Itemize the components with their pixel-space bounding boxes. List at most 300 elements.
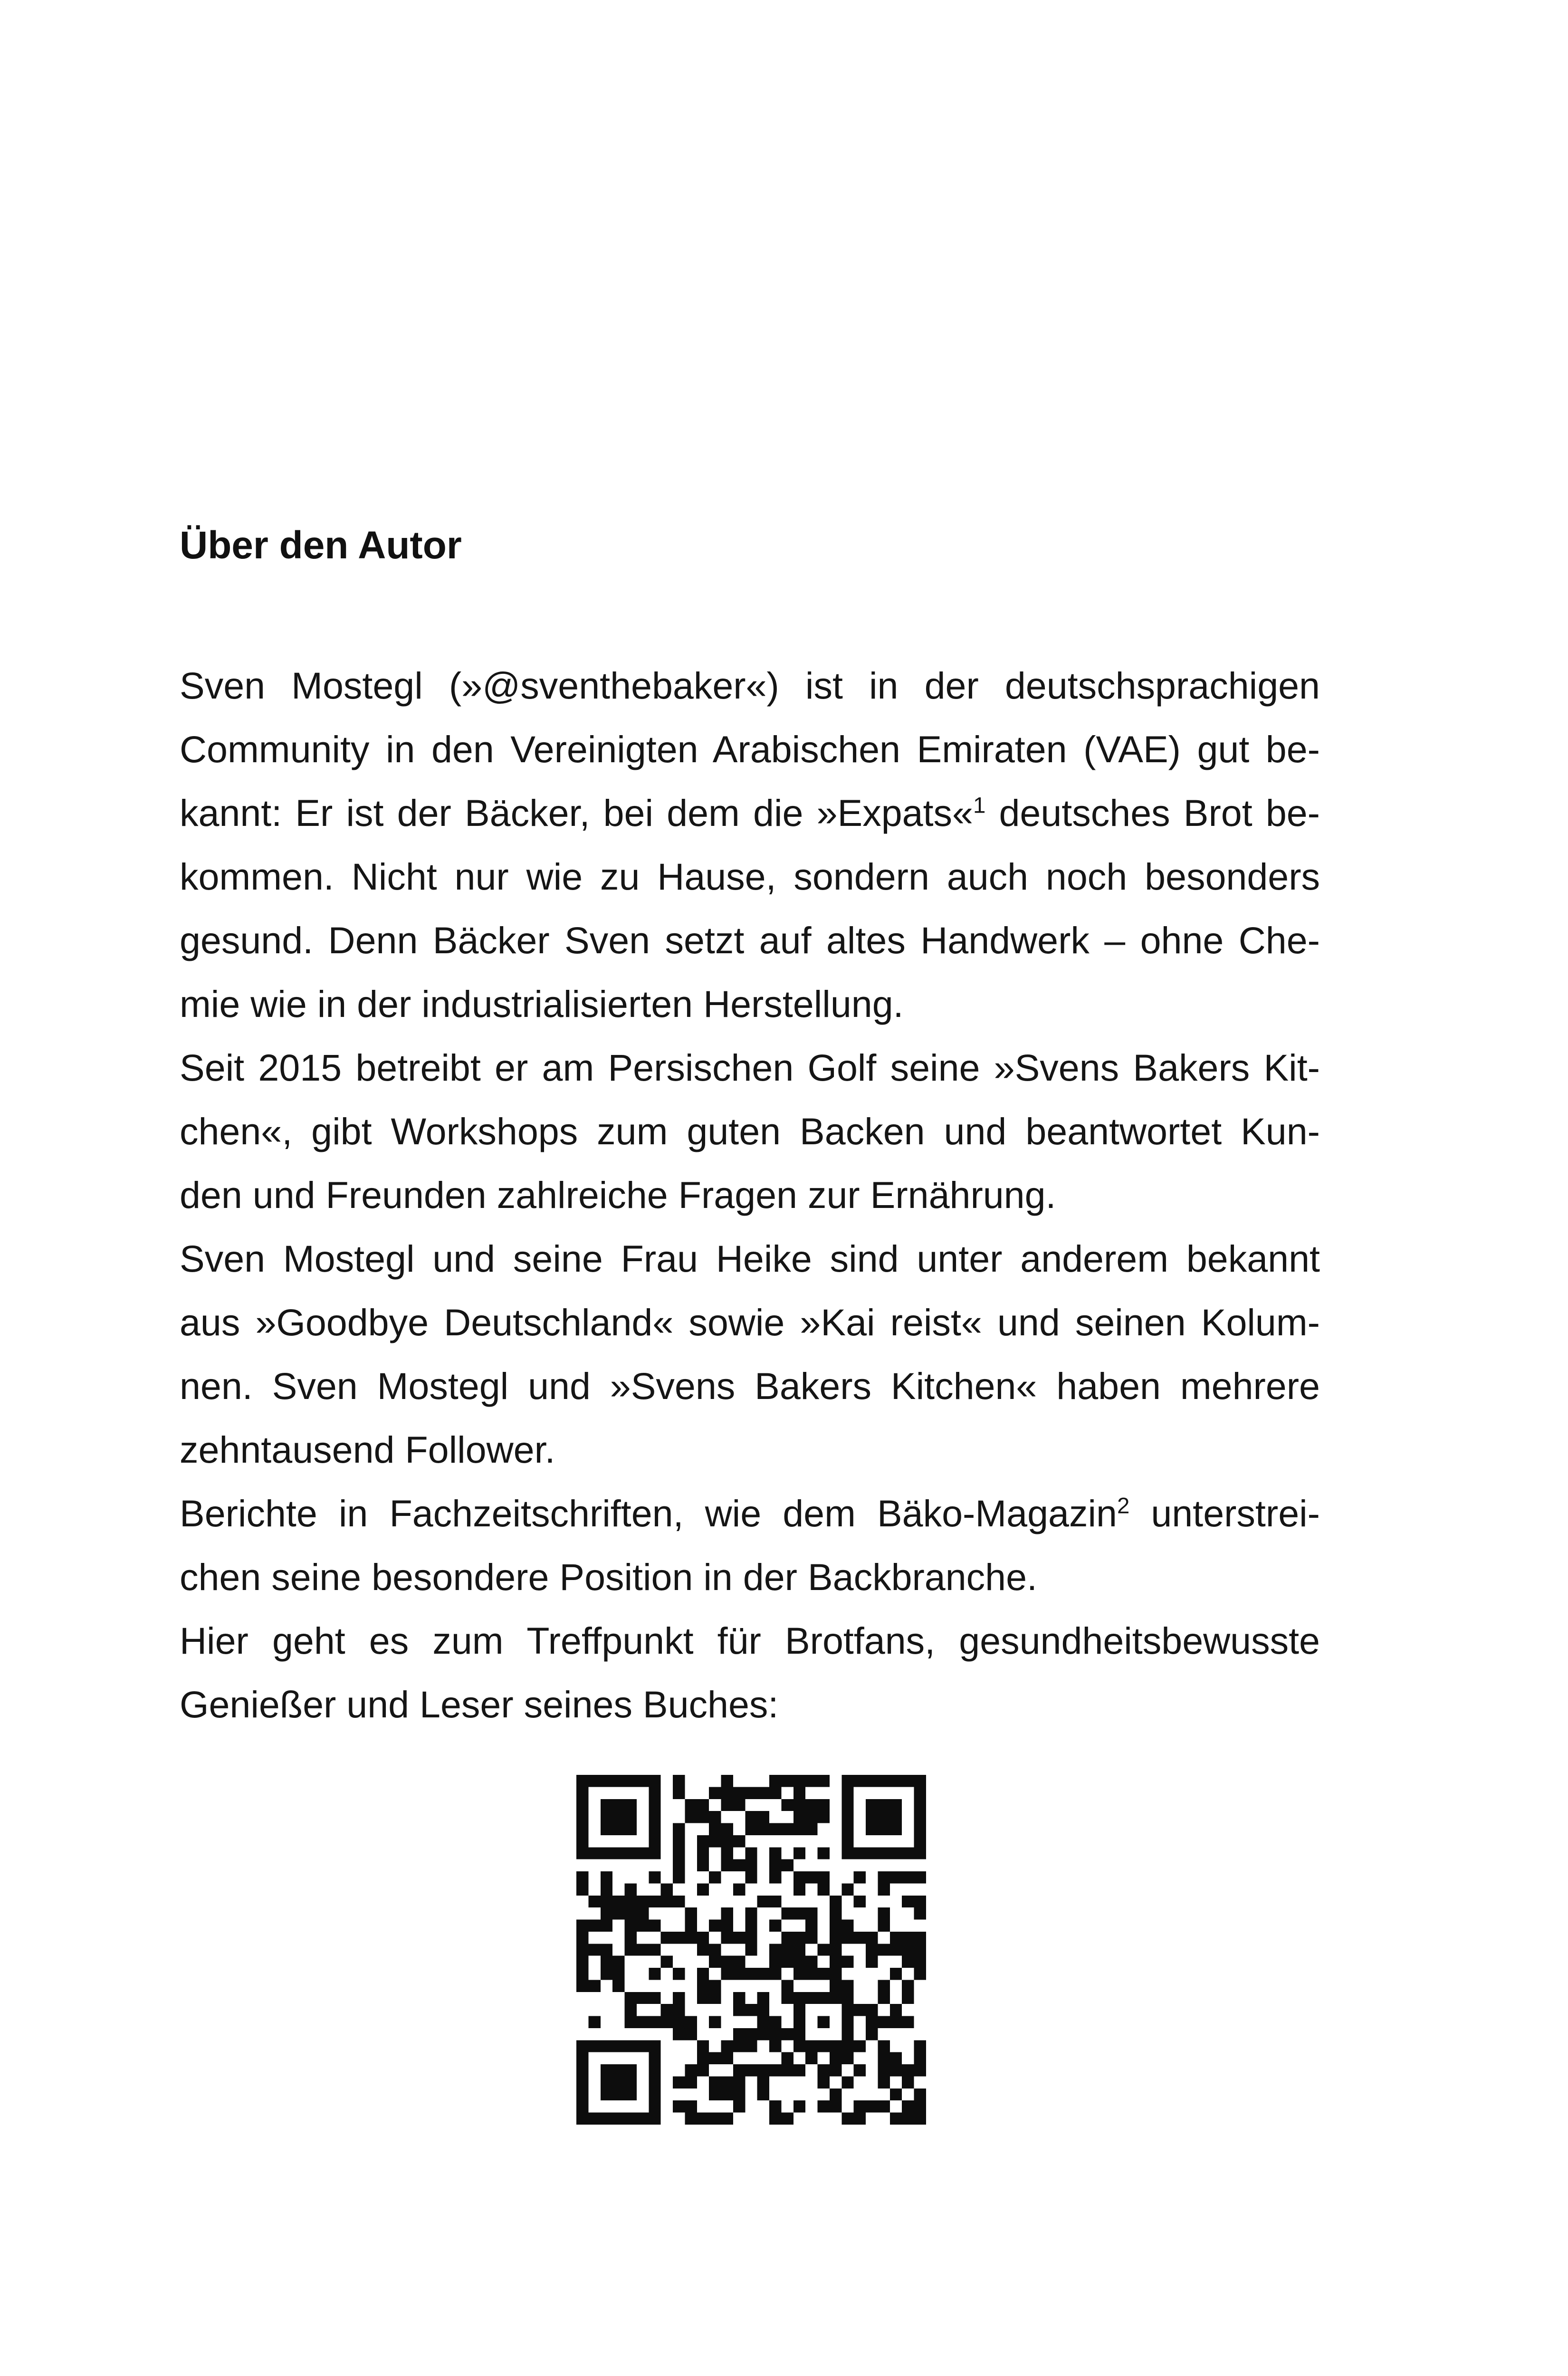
qr-module <box>576 1944 588 1955</box>
qr-module <box>769 1944 781 1955</box>
qr-module <box>721 1968 733 1980</box>
qr-module <box>649 2076 660 2088</box>
qr-module <box>830 2064 841 2076</box>
qr-module <box>890 1799 902 1811</box>
qr-module <box>902 1896 914 1907</box>
qr-module <box>697 2052 709 2064</box>
qr-module <box>830 1907 841 1919</box>
qr-module <box>794 1811 805 1823</box>
qr-module <box>625 1823 637 1835</box>
footnote-marker[interactable]: 2 <box>1117 1493 1130 1519</box>
qr-module <box>697 1811 709 1823</box>
qr-module <box>721 1907 733 1919</box>
qr-module <box>721 1932 733 1944</box>
qr-module <box>612 1980 624 1992</box>
qr-module <box>745 1859 757 1871</box>
qr-module <box>601 1907 612 1919</box>
qr-module <box>709 2089 721 2100</box>
qr-module <box>612 2113 624 2125</box>
qr-module <box>866 2028 878 2040</box>
qr-module <box>914 1799 926 1811</box>
qr-module <box>709 1980 721 1992</box>
qr-module <box>818 2040 830 2052</box>
qr-module <box>685 2016 697 2028</box>
qr-module <box>757 1787 769 1799</box>
qr-module <box>576 1932 588 1944</box>
qr-module <box>661 1896 673 1907</box>
qr-module <box>805 1775 817 1787</box>
qr-module <box>854 1871 866 1883</box>
qr-module <box>841 1992 853 2004</box>
qr-module <box>841 1956 853 1968</box>
qr-module <box>830 1932 841 1944</box>
qr-module <box>757 2004 769 2016</box>
qr-module <box>757 1823 769 1835</box>
qr-module <box>890 2016 902 2028</box>
qr-module <box>757 2016 769 2028</box>
qr-module <box>878 2040 889 2052</box>
qr-module <box>733 1968 745 1980</box>
text-line: den und Freunden zahlreiche Fragen zur Ernährung. <box>180 1174 1056 1216</box>
text-line: Genießer und Leser seines Buches: <box>180 1683 779 1725</box>
qr-module <box>757 2064 769 2076</box>
qr-module <box>625 1883 637 1895</box>
qr-module <box>697 1980 709 1992</box>
qr-module <box>685 1907 697 1919</box>
qr-module <box>685 1811 697 1823</box>
qr-module <box>697 1992 709 2004</box>
qr-module <box>805 2040 817 2052</box>
qr-module <box>841 1823 853 1835</box>
qr-module <box>649 1920 660 1932</box>
qr-module <box>769 2016 781 2028</box>
qr-module <box>890 1811 902 1823</box>
qr-module <box>601 1775 612 1787</box>
qr-module <box>612 2089 624 2100</box>
qr-module <box>625 1932 637 1944</box>
qr-module <box>866 1811 878 1823</box>
qr-module <box>673 2100 685 2112</box>
qr-module <box>637 1775 649 1787</box>
qr-module <box>733 1859 745 1871</box>
qr-module <box>830 1920 841 1932</box>
qr-module <box>781 1992 793 2004</box>
qr-module <box>612 1799 624 1811</box>
qr-module <box>625 2004 637 2016</box>
qr-module <box>805 1956 817 1968</box>
qr-module <box>612 1775 624 1787</box>
qr-module <box>769 1847 781 1859</box>
qr-module <box>794 1871 805 1883</box>
qr-module <box>625 2076 637 2088</box>
qr-module <box>697 1944 709 1955</box>
qr-module <box>588 1775 600 1787</box>
qr-module <box>576 1787 588 1799</box>
qr-module <box>769 2028 781 2040</box>
qr-module <box>818 2064 830 2076</box>
qr-module <box>649 2040 660 2052</box>
qr-module <box>841 1775 853 1787</box>
qr-module <box>914 1968 926 1980</box>
qr-module <box>805 1932 817 1944</box>
qr-module <box>794 1932 805 1944</box>
qr-module <box>805 1811 817 1823</box>
qr-module <box>914 1896 926 1907</box>
qr-module <box>769 1968 781 1980</box>
qr-module <box>709 1944 721 1955</box>
qr-module <box>721 1847 733 1859</box>
qr-module <box>818 1944 830 1955</box>
qr-module <box>685 1799 697 1811</box>
qr-module <box>721 2076 733 2088</box>
paragraph-media <box>180 1227 1320 1482</box>
qr-module <box>745 2064 757 2076</box>
qr-module <box>902 1956 914 1968</box>
qr-module <box>649 2064 660 2076</box>
qr-module <box>601 1968 612 1980</box>
text-segment: deutsches Brot be- <box>985 792 1320 834</box>
qr-module <box>841 2113 853 2125</box>
qr-module <box>890 1932 902 1944</box>
qr-module <box>673 1871 685 1883</box>
qr-module <box>890 1775 902 1787</box>
qr-module <box>805 1968 817 1980</box>
qr-module <box>588 2040 600 2052</box>
qr-module <box>914 1835 926 1847</box>
qr-module <box>649 2100 660 2112</box>
qr-module <box>685 2113 697 2125</box>
qr-module <box>601 1871 612 1883</box>
qr-module <box>914 1907 926 1919</box>
qr-module <box>769 1896 781 1907</box>
qr-module <box>890 1847 902 1859</box>
qr-module <box>902 2100 914 2112</box>
qr-module <box>612 2076 624 2088</box>
qr-module <box>601 2064 612 2076</box>
qr-module <box>625 1799 637 1811</box>
qr-module <box>697 2040 709 2052</box>
qr-module <box>601 2076 612 2088</box>
qr-module <box>830 1896 841 1907</box>
qr-module <box>625 2064 637 2076</box>
qr-module <box>805 1992 817 2004</box>
qr-module <box>866 1847 878 1859</box>
qr-module <box>841 2040 853 2052</box>
qr-module <box>769 1823 781 1835</box>
qr-module <box>625 1811 637 1823</box>
qr-code-icon[interactable] <box>576 1775 926 2125</box>
qr-module <box>902 1980 914 1992</box>
footnote-marker[interactable]: 1 <box>973 793 986 818</box>
qr-module <box>878 1847 889 1859</box>
qr-module <box>914 1932 926 1944</box>
text-line <box>180 1482 1320 1545</box>
qr-module <box>601 1920 612 1932</box>
qr-module <box>612 2040 624 2052</box>
qr-module <box>781 2028 793 2040</box>
qr-module <box>818 1992 830 2004</box>
qr-module <box>721 1835 733 1847</box>
qr-module <box>854 1775 866 1787</box>
qr-module <box>830 1944 841 1955</box>
text-segment: unterstrei- <box>1129 1492 1320 1534</box>
qr-module <box>878 1883 889 1895</box>
qr-module <box>794 1992 805 2004</box>
qr-module <box>890 2113 902 2125</box>
qr-module <box>612 2064 624 2076</box>
qr-module <box>794 2016 805 2028</box>
qr-module <box>649 2113 660 2125</box>
qr-module <box>721 1799 733 1811</box>
qr-module <box>601 1896 612 1907</box>
qr-module <box>878 1944 889 1955</box>
qr-module <box>721 2113 733 2125</box>
qr-module <box>866 1944 878 1955</box>
qr-module <box>745 1968 757 1980</box>
qr-module <box>902 1847 914 1859</box>
qr-module <box>878 1871 889 1883</box>
qr-module <box>588 1896 600 1907</box>
qr-module <box>745 1787 757 1799</box>
qr-module <box>866 1775 878 1787</box>
text-line: Sven Mostegl (»@sventhebaker«) ist in der deutschsprachigen <box>180 664 1320 707</box>
qr-module <box>914 1811 926 1823</box>
qr-module <box>794 1787 805 1799</box>
qr-module <box>637 1907 649 1919</box>
qr-module <box>854 2100 866 2112</box>
qr-module <box>576 2113 588 2125</box>
qr-module <box>649 1896 660 1907</box>
qr-module <box>781 1859 793 1871</box>
qr-module <box>914 1847 926 1859</box>
qr-module <box>794 2004 805 2016</box>
qr-module <box>866 1823 878 1835</box>
qr-module <box>890 1944 902 1955</box>
qr-module <box>673 2076 685 2088</box>
qr-module <box>914 2100 926 2112</box>
qr-module <box>588 2016 600 2028</box>
qr-module <box>914 2040 926 2052</box>
qr-module <box>757 1811 769 1823</box>
qr-module <box>588 1847 600 1859</box>
qr-module <box>866 1799 878 1811</box>
qr-module <box>830 1968 841 1980</box>
qr-module <box>745 1871 757 1883</box>
qr-module <box>794 1799 805 1811</box>
qr-module <box>733 1799 745 1811</box>
qr-module <box>673 2028 685 2040</box>
qr-module <box>733 2028 745 2040</box>
qr-module <box>841 2028 853 2040</box>
qr-module <box>830 1980 841 1992</box>
qr-module <box>914 2052 926 2064</box>
qr-module <box>733 1992 745 2004</box>
qr-module <box>818 1847 830 1859</box>
qr-module <box>709 2016 721 2028</box>
text-line: gesund. Denn Bäcker Sven setzt auf altes Handwerk – ohne Che- <box>180 919 1320 961</box>
qr-module <box>878 2076 889 2088</box>
qr-module <box>685 2076 697 2088</box>
qr-module <box>673 1992 685 2004</box>
qr-module <box>576 1835 588 1847</box>
qr-module <box>709 2052 721 2064</box>
qr-module <box>818 1799 830 1811</box>
qr-module <box>709 2076 721 2088</box>
qr-module <box>890 2004 902 2016</box>
qr-module <box>854 2064 866 2076</box>
qr-module <box>649 1944 660 1955</box>
qr-module <box>637 1944 649 1955</box>
qr-module <box>841 2052 853 2064</box>
qr-module <box>709 1811 721 1823</box>
qr-module <box>878 2100 889 2112</box>
qr-module <box>902 1944 914 1955</box>
qr-module <box>781 2064 793 2076</box>
text-line <box>180 781 1320 845</box>
qr-module <box>769 1920 781 1932</box>
qr-module <box>625 1944 637 1955</box>
qr-module <box>576 2052 588 2064</box>
qr-module <box>612 1823 624 1835</box>
qr-module <box>781 2052 793 2064</box>
qr-module <box>781 1956 793 1968</box>
qr-module <box>866 1956 878 1968</box>
qr-module <box>673 1787 685 1799</box>
qr-module <box>794 1956 805 1968</box>
qr-module <box>769 1859 781 1871</box>
qr-module <box>649 1871 660 1883</box>
text-line: Seit 2015 betreibt er am Persischen Golf seine »Svens Bakers Kit- <box>180 1046 1320 1089</box>
qr-module <box>601 1883 612 1895</box>
qr-module <box>818 2076 830 2088</box>
qr-module <box>576 1799 588 1811</box>
qr-module <box>733 2089 745 2100</box>
qr-module <box>841 1980 853 1992</box>
qr-module <box>612 1847 624 1859</box>
qr-module <box>841 2076 853 2088</box>
qr-module <box>854 1847 866 1859</box>
qr-module <box>781 1932 793 1944</box>
qr-module <box>805 1907 817 1919</box>
qr-module <box>794 1907 805 1919</box>
qr-module <box>794 1847 805 1859</box>
qr-module <box>745 1920 757 1932</box>
text-line: chen seine besondere Position in der Backbranche. <box>180 1556 1038 1598</box>
qr-module <box>745 1944 757 1955</box>
qr-module <box>637 1847 649 1859</box>
qr-module <box>914 1871 926 1883</box>
section-heading: Über den Autor <box>180 524 462 567</box>
qr-module <box>649 1968 660 1980</box>
qr-module <box>661 2004 673 2016</box>
text-line: Hier geht es zum Treffpunkt für Brotfans, gesundheitsbewusste <box>180 1619 1320 1662</box>
qr-module <box>757 1992 769 2004</box>
qr-module <box>649 2016 660 2028</box>
qr-module <box>745 1847 757 1859</box>
qr-module <box>625 1907 637 1919</box>
qr-module <box>721 2040 733 2052</box>
qr-module <box>890 2089 902 2100</box>
qr-module <box>637 2040 649 2052</box>
qr-module <box>625 1847 637 1859</box>
qr-module <box>878 1811 889 1823</box>
qr-module <box>794 1823 805 1835</box>
qr-module <box>637 2113 649 2125</box>
qr-module <box>818 1883 830 1895</box>
qr-module <box>576 1956 588 1968</box>
qr-module <box>794 2040 805 2052</box>
qr-module <box>781 1775 793 1787</box>
qr-module <box>841 1835 853 1847</box>
qr-module <box>794 1968 805 1980</box>
qr-module <box>841 2016 853 2028</box>
qr-module <box>866 1932 878 1944</box>
qr-module <box>576 1811 588 1823</box>
qr-module <box>649 2052 660 2064</box>
qr-module <box>709 2113 721 2125</box>
qr-module <box>854 1932 866 1944</box>
qr-module <box>673 1932 685 1944</box>
qr-module <box>769 1775 781 1787</box>
qr-module <box>781 1907 793 1919</box>
qr-module <box>794 2100 805 2112</box>
text-segment: Berichte in Fachzeitschriften, wie dem Bäko-Magazin <box>180 1492 1117 1534</box>
qr-module <box>733 2064 745 2076</box>
qr-module <box>685 2100 697 2112</box>
qr-module <box>685 2064 697 2076</box>
qr-module <box>721 2052 733 2064</box>
paragraph-community <box>180 1609 1320 1736</box>
qr-module <box>757 2076 769 2088</box>
qr-module <box>914 1956 926 1968</box>
qr-module <box>914 1775 926 1787</box>
qr-module <box>841 1847 853 1859</box>
qr-module <box>794 1775 805 1787</box>
qr-module <box>721 1920 733 1932</box>
qr-module <box>576 1847 588 1859</box>
qr-module <box>733 2040 745 2052</box>
qr-module <box>661 1956 673 1968</box>
qr-module <box>745 1932 757 1944</box>
qr-module <box>902 1992 914 2004</box>
qr-module <box>841 1811 853 1823</box>
qr-module <box>588 1920 600 1932</box>
qr-module <box>649 1823 660 1835</box>
qr-module <box>601 1944 612 1955</box>
qr-module <box>601 1956 612 1968</box>
qr-module <box>697 2064 709 2076</box>
qr-module <box>878 1799 889 1811</box>
qr-module <box>576 1920 588 1932</box>
qr-module <box>914 1787 926 1799</box>
qr-module <box>697 1968 709 1980</box>
qr-module <box>745 2004 757 2016</box>
qr-module <box>649 1992 660 2004</box>
qr-module <box>902 1871 914 1883</box>
qr-module <box>576 2100 588 2112</box>
qr-module <box>878 2016 889 2028</box>
qr-module <box>854 2004 866 2016</box>
qr-module <box>830 2052 841 2064</box>
qr-module <box>673 1859 685 1871</box>
qr-module <box>685 1920 697 1932</box>
qr-module <box>866 2100 878 2112</box>
qr-module <box>673 1896 685 1907</box>
qr-module <box>601 2040 612 2052</box>
qr-module <box>649 1787 660 1799</box>
qr-module <box>757 1896 769 1907</box>
qr-module <box>902 2016 914 2028</box>
